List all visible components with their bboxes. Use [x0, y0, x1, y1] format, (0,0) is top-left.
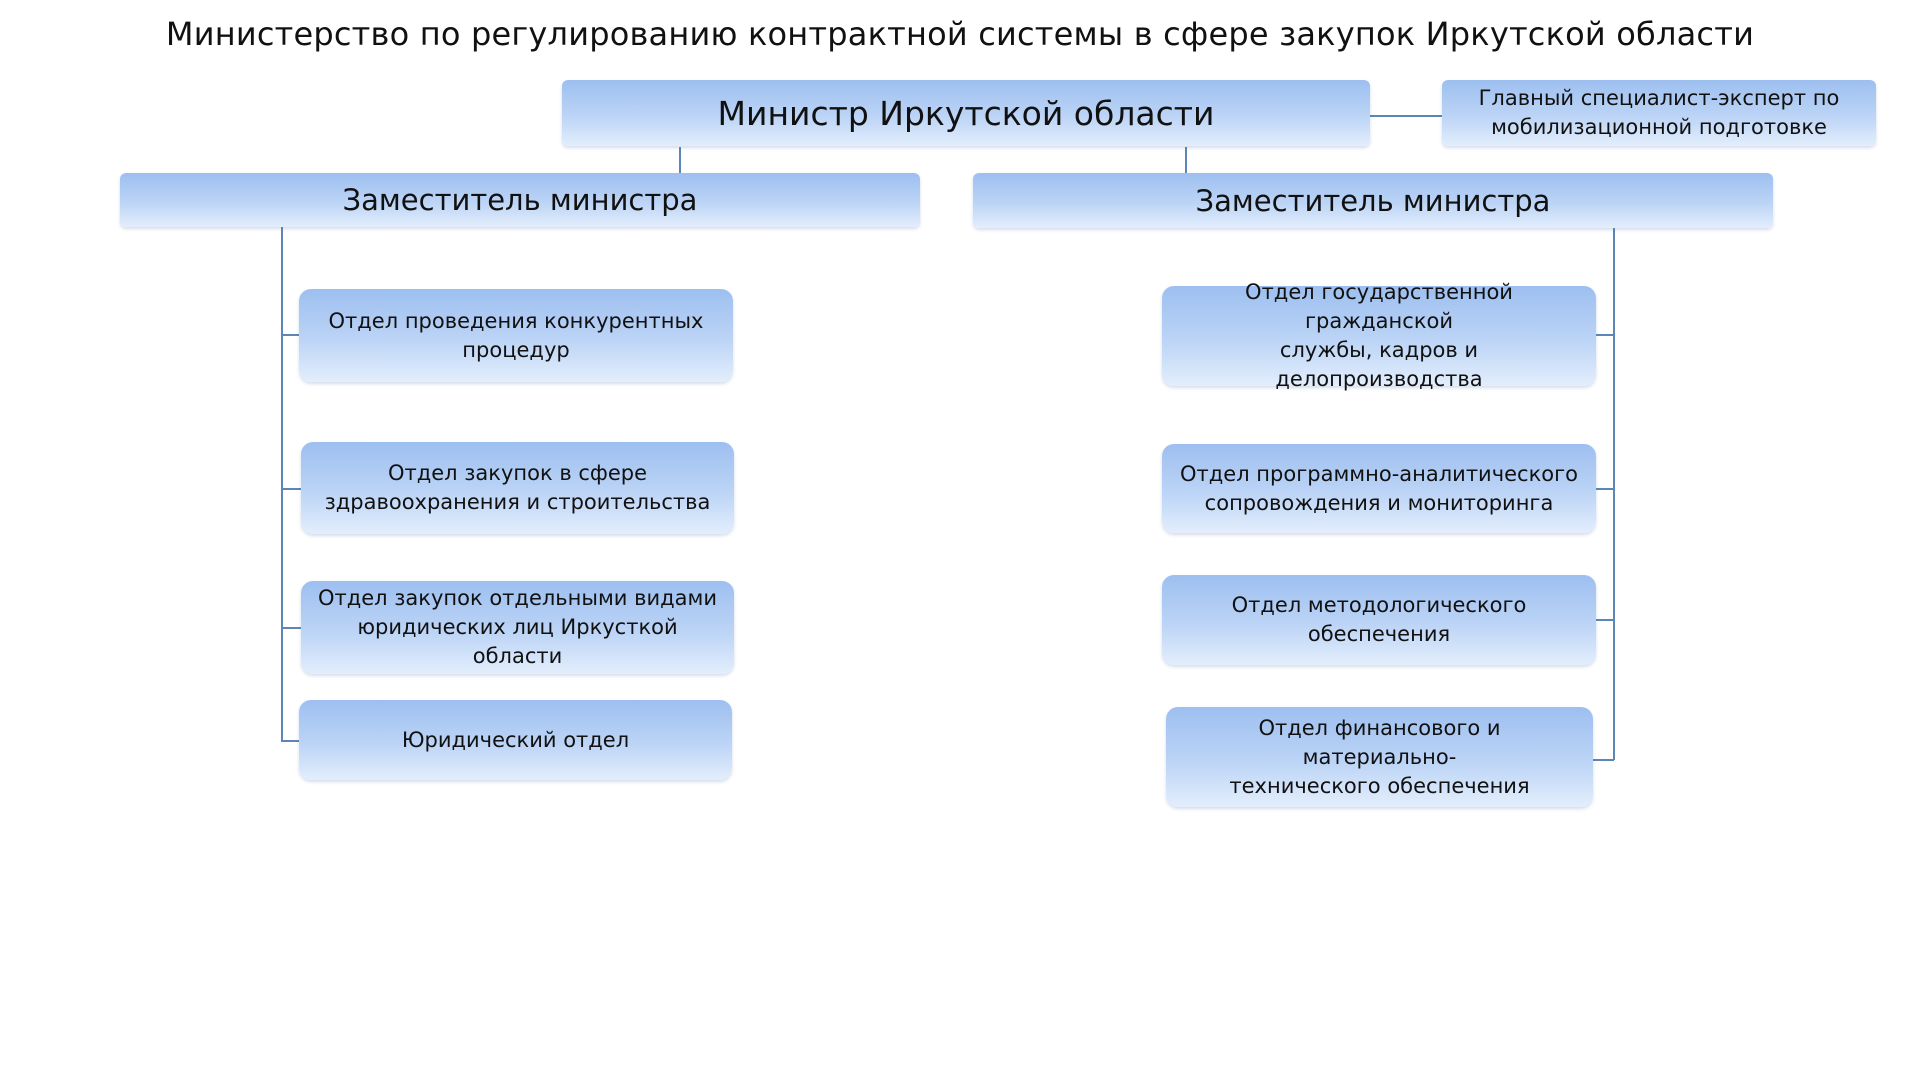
department-label-line1: Отдел закупок отдельными видами	[317, 586, 718, 610]
connector-left-branch-1	[281, 334, 300, 336]
right-department-1	[1162, 280, 1596, 391]
right-department-2	[1162, 444, 1596, 533]
department-label-line1: Отдел проведения конкурентных	[328, 308, 704, 333]
specialist-label-line2: мобилизационной подготовке	[1491, 115, 1827, 139]
connector-minister-specialist	[1370, 115, 1442, 117]
department-label-line2: здравоохранения и строительства	[324, 490, 711, 514]
department-label-line1: Юридический отдел	[401, 727, 630, 752]
department-label-line1: Отдел закупок в сфере	[387, 461, 648, 485]
minister-label: Министр Иркутской области	[717, 93, 1215, 133]
connector-minister-right-deputy	[1185, 147, 1187, 174]
right-department-3	[1162, 575, 1596, 665]
deputy-left-box	[120, 173, 920, 227]
connector-left-branch-3	[281, 627, 302, 629]
department-label-line1: Отдел государственной гражданской	[1245, 280, 1513, 333]
connector-right-branch-4	[1593, 759, 1614, 761]
department-label-line2: сопровождения и мониторинга	[1204, 490, 1554, 515]
department-label-line2: обеспечения	[1307, 622, 1451, 646]
left-department-1	[299, 289, 733, 382]
specialist-label-line1: Главный специалист-эксперт по	[1478, 86, 1840, 110]
department-label-line1: Отдел методологического	[1231, 593, 1527, 617]
connector-minister-left-deputy	[679, 147, 681, 174]
deputy-left-label: Заместитель министра	[342, 183, 698, 217]
left-department-2	[301, 442, 734, 534]
department-label-line2: технического обеспечения	[1229, 773, 1530, 798]
left-department-4	[299, 700, 732, 780]
department-label-line1: Отдел финансового и материально-	[1258, 715, 1501, 769]
department-label-line2: службы, кадров и делопроизводства	[1275, 338, 1483, 391]
department-label-line2: процедур	[462, 337, 570, 362]
department-label-line1: Отдел программно-аналитического	[1180, 461, 1578, 486]
left-department-3	[301, 581, 734, 674]
specialist-box	[1442, 80, 1876, 146]
right-department-4	[1166, 707, 1593, 807]
deputy-right-box	[973, 173, 1773, 228]
connector-right-trunk	[1613, 227, 1615, 760]
deputy-right-label: Заместитель министра	[1195, 183, 1551, 218]
connector-right-branch-2	[1596, 488, 1614, 490]
connector-left-branch-2	[281, 488, 302, 490]
connector-right-branch-3	[1596, 619, 1614, 621]
connector-right-branch-1	[1596, 334, 1614, 336]
chart-title: Министерство по регулированию контрактной системы в сфере закупок Иркутской области	[165, 15, 1755, 53]
minister-box	[562, 80, 1370, 146]
connector-left-trunk	[281, 227, 283, 741]
department-label-line2: юридических лиц Иркусткой области	[357, 615, 678, 668]
connector-left-branch-4	[281, 740, 300, 742]
